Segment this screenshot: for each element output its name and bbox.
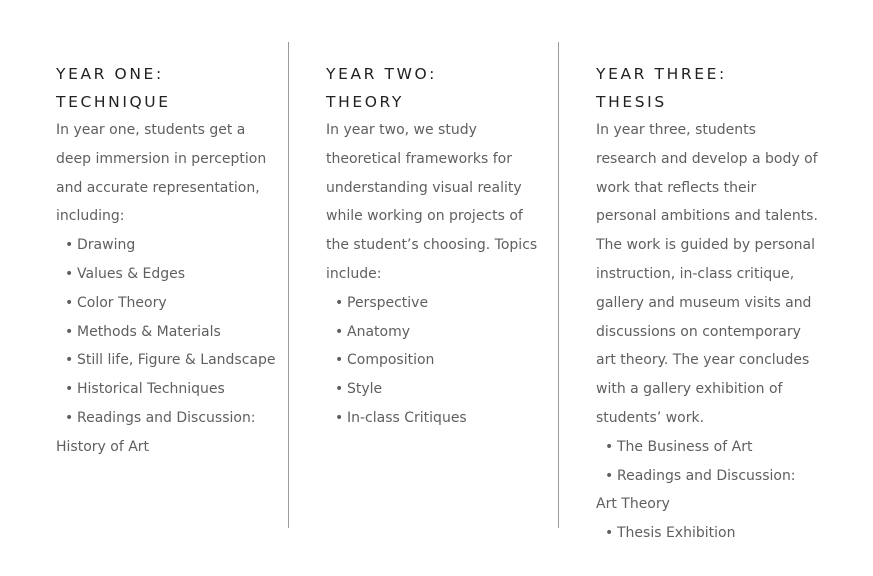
year-two-topic-list	[326, 289, 548, 433]
list-item	[56, 404, 278, 462]
list-item	[596, 462, 820, 520]
bullet-icon: •	[65, 409, 74, 426]
bullet-icon: •	[335, 381, 344, 398]
bullet-icon: •	[65, 352, 74, 369]
bullet-icon: •	[335, 352, 344, 369]
list-item	[326, 375, 548, 404]
list-item-label: Readings and Discussion: Art Theory	[596, 467, 796, 513]
year-one-topic-list	[56, 231, 278, 461]
year-two-subtitle: THEORY	[326, 93, 404, 111]
year-three-intro: In year three, students research and develop a body of work that reflects their personal ambitions and talents. The work is guided by personal instruction, in-class critique, gallery and museum visits and discussions on contemporary art theory. The year concludes with a gallery exhibition of students’ work.	[596, 122, 818, 426]
bullet-icon: •	[65, 323, 74, 340]
list-item	[596, 433, 820, 462]
list-item-label: Drawing	[77, 237, 136, 254]
bullet-icon: •	[335, 323, 344, 340]
list-item-label: Methods & Materials	[77, 323, 221, 340]
list-item-label: Readings and Discussion: History of Art	[56, 409, 256, 455]
list-item	[56, 375, 278, 404]
year-one-intro: In year one, students get a deep immersion in perception and accurate representation, including:	[56, 122, 267, 225]
bullet-icon: •	[335, 294, 344, 311]
bullet-icon: •	[605, 467, 614, 484]
year-one-column	[56, 60, 278, 462]
column-divider	[288, 42, 289, 528]
list-item-label: Thesis Exhibition	[617, 525, 736, 542]
year-three-column	[596, 60, 820, 548]
list-item-label: Values & Edges	[77, 265, 186, 282]
list-item-label: Still life, Figure & Landscape	[77, 352, 276, 369]
year-two-column	[326, 60, 548, 433]
list-item-label: Color Theory	[77, 294, 167, 311]
list-item-label: In-class Critiques	[347, 409, 467, 426]
year-two-heading	[326, 60, 548, 116]
list-item	[326, 289, 548, 318]
list-item-label: Anatomy	[347, 323, 411, 340]
year-three-heading	[596, 60, 820, 116]
year-three-topic-list	[596, 433, 820, 548]
list-item	[56, 231, 278, 260]
bullet-icon: •	[335, 409, 344, 426]
list-item-label: Historical Techniques	[77, 381, 225, 398]
year-two-title: YEAR TWO:	[326, 65, 437, 83]
list-item-label: The Business of Art	[617, 438, 753, 455]
bullet-icon: •	[605, 438, 614, 455]
list-item-label: Composition	[347, 352, 435, 369]
year-one-subtitle: TECHNIQUE	[56, 93, 171, 111]
list-item	[326, 346, 548, 375]
year-one-heading	[56, 60, 278, 116]
bullet-icon: •	[605, 525, 614, 542]
year-one-title: YEAR ONE:	[56, 65, 164, 83]
list-item	[56, 289, 278, 318]
list-item	[596, 519, 820, 548]
year-two-intro: In year two, we study theoretical frameworks for understanding visual reality while working on projects of the student’s choosing. Topics include:	[326, 122, 538, 282]
bullet-icon: •	[65, 265, 74, 282]
list-item	[326, 318, 548, 347]
column-divider	[558, 42, 559, 528]
bullet-icon: •	[65, 294, 74, 311]
list-item	[326, 404, 548, 433]
bullet-icon: •	[65, 381, 74, 398]
year-three-subtitle: THESIS	[596, 93, 667, 111]
list-item-label: Style	[347, 381, 383, 398]
list-item	[56, 346, 278, 375]
list-item	[56, 318, 278, 347]
year-three-title: YEAR THREE:	[596, 65, 727, 83]
bullet-icon: •	[65, 237, 74, 254]
list-item	[56, 260, 278, 289]
list-item-label: Perspective	[347, 294, 429, 311]
